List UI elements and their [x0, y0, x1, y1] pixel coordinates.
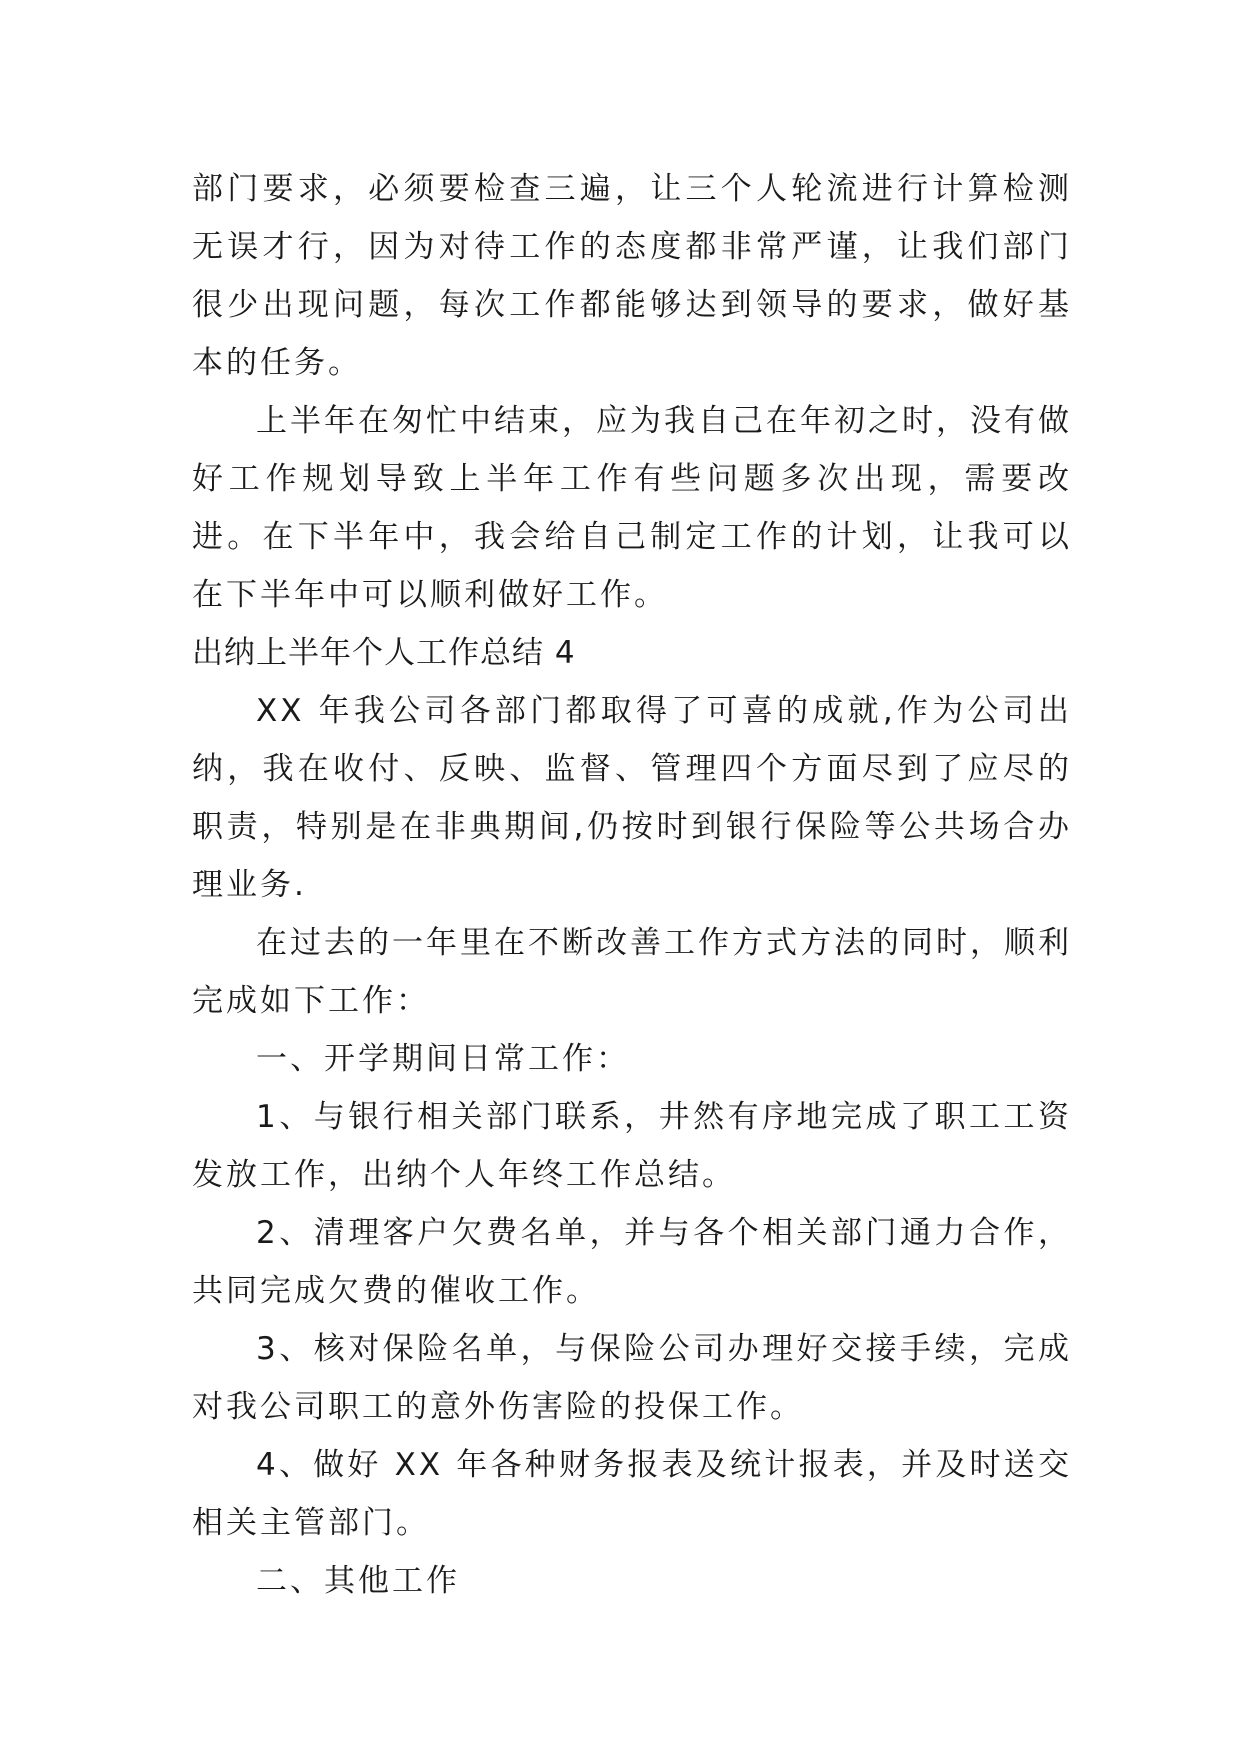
list-item-4: 4、做好 XX 年各种财务报表及统计报表，并及时送交相关主管部门。 — [192, 1447, 1072, 1541]
section-heading: 出纳上半年个人工作总结 4 — [192, 635, 576, 671]
paragraph-work-intro: 在过去的一年里在不断改善工作方式方法的同时，顺利完成如下工作： — [192, 925, 1072, 1019]
paragraph-cashier-duties: XX 年我公司各部门都取得了可喜的成就,作为公司出纳，我在收付、反映、监督、管理四个方面尽到了应尽的职责，特别是在非典期间,仍按时到银行保险等公共场合办理业务. — [192, 693, 1072, 903]
list-heading-daily-work: 一、开学期间日常工作： — [256, 1041, 630, 1077]
paragraph-task-completion: 部门要求，必须要检查三遍，让三个人轮流进行计算检测无误才行，因为对待工作的态度都非常严谨，让我们部门很少出现问题，每次工作都能够达到领导的要求，做好基本的任务。 — [192, 171, 1072, 381]
document-body — [192, 160, 1072, 1610]
paragraph-half-year-review: 上半年在匆忙中结束，应为我自己在年初之时，没有做好工作规划导致上半年工作有些问题多次出现，需要改进。在下半年中，我会给自己制定工作的计划，让我可以在下半年中可以顺利做好工作。 — [192, 403, 1072, 613]
list-heading-other-work: 二、其他工作 — [256, 1563, 460, 1599]
list-item-1: 1、与银行相关部门联系，井然有序地完成了职工工资发放工作，出纳个人年终工作总结。 — [192, 1099, 1072, 1193]
list-item-3: 3、核对保险名单，与保险公司办理好交接手续，完成对我公司职工的意外伤害险的投保工作。 — [192, 1331, 1072, 1425]
list-item-2: 2、清理客户欠费名单，并与各个相关部门通力合作，共同完成欠费的催收工作。 — [192, 1215, 1072, 1309]
